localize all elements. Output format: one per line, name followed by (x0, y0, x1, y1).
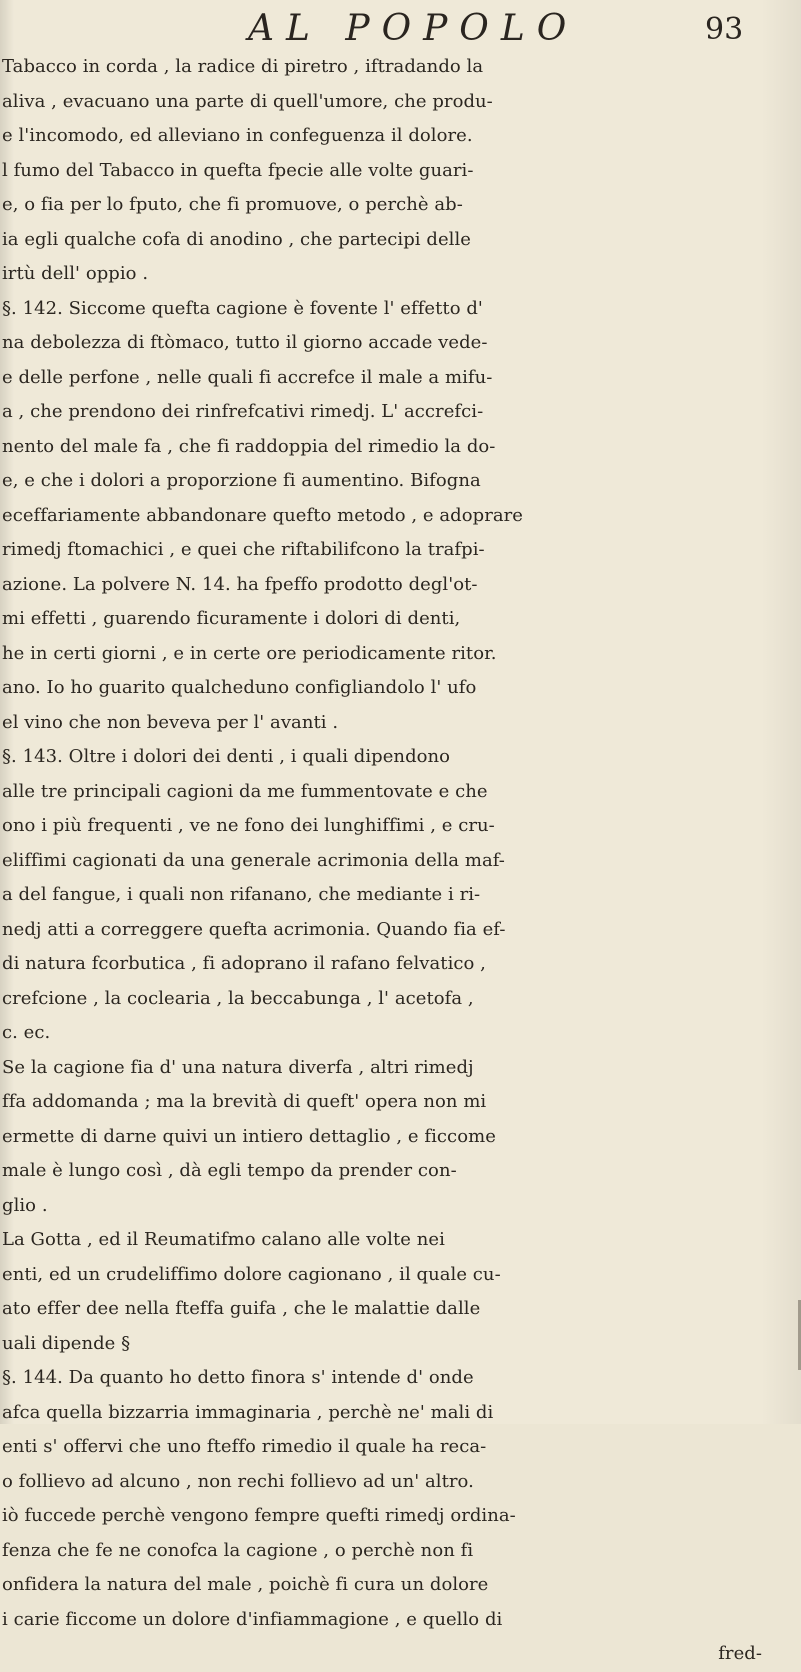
text-line: azione. La polvere N. 14. ha fpeffo prodotto degl'ot- (2, 573, 478, 595)
text-line: el vino che non beveva per l' avanti . (2, 711, 339, 733)
text-line: ono i più frequenti , ve ne fono dei lunghiffimi , e cru- (2, 815, 495, 836)
text-line: he in certi giorni , e in certe ore periodicamente ritor. (2, 642, 497, 664)
text-line: aliva , evacuano una parte di quell'umore, che produ- (2, 90, 493, 112)
text-line: o follievo ad alcuno , non rechi follievo ad un' altro. (2, 1470, 474, 1492)
text-line: crefcione , la coclearia , la beccabunga , l' acetofa , (2, 987, 474, 1009)
text-line: uali dipende § (2, 1332, 131, 1354)
text-line: na debolezza di ftòmaco, tutto il giorno accade vede- (2, 332, 488, 353)
text-line: ano. Io ho guarito qualcheduno configliandolo l' ufo (2, 677, 477, 698)
text-line: nento del male fa , che fi raddoppia del rimedio la do- (2, 435, 496, 457)
text-line: La Gotta , ed il Reumatifmo calano alle volte nei (2, 1229, 445, 1250)
text-line: eceffariamente abbandonare quefto metodo , e adoprare (2, 504, 523, 526)
page-number: 93 (705, 12, 744, 47)
text-line: Se la cagione fia d' una natura diverfa , altri rimedj (2, 1056, 474, 1078)
text-line: §. 144. Da quanto ho detto finora s' intende d' onde (2, 1367, 474, 1388)
text-line: nedj atti a correggere quefta acrimonia. Quando fia ef- (2, 918, 506, 940)
text-line: fred- (718, 1643, 762, 1664)
text-line: irtù dell' oppio . (2, 263, 149, 284)
text-line: e, e che i dolori a proporzione fi aumentino. Bifogna (2, 470, 481, 491)
text-line: e l'incomodo, ed alleviano in confeguenza il dolore. (2, 125, 473, 146)
text-line: §. 143. Oltre i dolori dei denti , i quali dipendono (2, 746, 451, 767)
text-line: enti s' offervi che uno fteffo rimedio il quale ha reca- (2, 1436, 487, 1457)
text-line: enti, ed un crudeliffimo dolore cagionano , il quale cu- (2, 1263, 501, 1285)
text-line: di natura fcorbutica , fi adoprano il rafano felvatico , (2, 953, 486, 974)
text-line: l fumo del Tabacco in quefta fpecie alle volte guari- (2, 159, 474, 181)
text-line: mi effetti , guarendo ficuramente i dolori di denti, (2, 608, 461, 629)
text-line: a del fangue, i quali non rifanano, che mediante i ri- (2, 884, 481, 905)
text-line: a , che prendono dei rinfrefcativi rimedj. L' accrefci- (2, 401, 484, 422)
text-line: Tabacco in corda , la radice di piretro , iftradando la (2, 56, 484, 77)
text-line: eliffimi cagionati da una generale acrimonia della maf- (2, 849, 505, 871)
text-line: fenza che fe ne conofca la cagione , o perchè non fi (2, 1539, 474, 1561)
text-line: ato effer dee nella fteffa guifa , che le malattie dalle (2, 1298, 481, 1319)
text-line: male è lungo così , dà egli tempo da prender con- (2, 1160, 457, 1181)
text-line: e delle perfone , nelle quali fi accrefce il male a mifu- (2, 366, 493, 388)
text-line: ermette di darne quivi un intiero dettaglio , e ficcome (2, 1125, 496, 1147)
page-header (0, 6, 801, 56)
text-line: e, o fia per lo fputo, che fi promuove, o perchè ab- (2, 194, 463, 215)
text-line: afca quella bizzarria immaginaria , perchè ne' mali di (2, 1401, 494, 1423)
text-line: iò fuccede perchè vengono fempre quefti rimedj ordina- (2, 1505, 516, 1526)
text-line: §. 142. Siccome quefta cagione è fovente l' effetto d' (2, 297, 483, 319)
text-line: i carie ficcome un dolore d'infiammagione , e quello di (2, 1608, 503, 1630)
text-line: glio . (2, 1194, 48, 1216)
text-line: c. ec. (2, 1022, 51, 1043)
body-text (2, 50, 792, 1672)
running-title: AL POPOLO (248, 8, 579, 49)
text-line: onfidera la natura del male , poichè fi cura un dolore (2, 1574, 489, 1595)
text-line: rimedj ftomachici , e quei che riftabilifcono la trafpi- (2, 539, 485, 560)
text-line: ffa addomanda ; ma la brevità di queft' opera non mi (2, 1091, 487, 1112)
text-line: alle tre principali cagioni da me fummentovate e che (2, 780, 488, 802)
text-line: ia egli qualche cofa di anodino , che partecipi delle (2, 228, 471, 250)
